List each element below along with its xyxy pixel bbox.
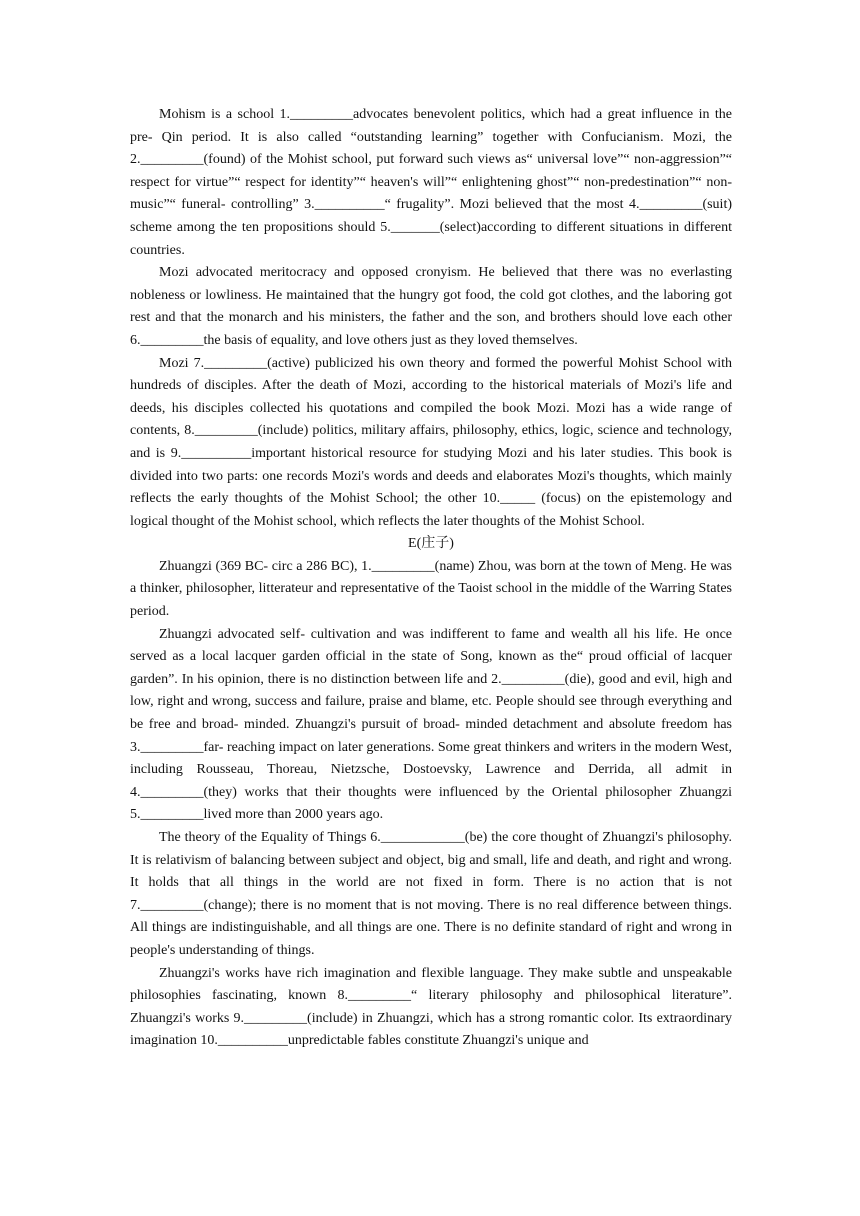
section-heading-e: E(庄子) — [408, 536, 454, 552]
zhuangzi-paragraph-4: Zhuangzi's works have rich imagination and flexible language. They make subtle and unspeakable philosophies fascinating, known 8._________“ literary philosophy and philosophical literature”. Zhuangzi's works 9._________(include) in Zhuangzi, which has a strong romantic color. Its extraordinary imagination 10.__________unpredictable fables constitute Zhuangzi's unique and — [130, 965, 732, 1049]
mohism-paragraph-2: Mozi advocated meritocracy and opposed cronyism. He believed that there was no everlasting nobleness or lowliness. He maintained that the hungry got food, the cold got clothes, and the laboring got rest and that the monarch and his ministers, the father and the son, and brothers should love each other 6._________the basis of equality, and love others just as they loved themselves. — [130, 265, 732, 348]
zhuangzi-paragraph-2: Zhuangzi advocated self- cultivation and was indifferent to fame and wealth all his life. He once served as a local lacquer garden official in the state of Song, known as the“ proud official of lacquer garden”. In his opinion, there is no distinction between life and 2._________(die), good and evil, high and low, right and wrong, success and failure, praise and blame, etc. People should see through everything and be free and broad- minded. Zhuangzi's pursuit of broad- minded detachment and absolute freedom has 3._________far- reaching impact on later generations. Some great thinkers and writers in the modern West, including Rousseau, Thoreau, Nietzsche, Dostoevsky, Lawrence and Derrida, all admit in 4._________(they) works that their thoughts were influenced by the Oriental philosopher Zhuangzi 5._________lived more than 2000 years ago. — [130, 626, 732, 823]
document-page — [130, 104, 732, 1053]
zhuangzi-paragraph-3: The theory of the Equality of Things 6.____________(be) the core thought of Zhuangzi's philosophy. It is relativism of balancing between subject and object, big and small, life and death, and right and wrong. It holds that all things in the world are not fixed in form. There is no action that is not 7._________(change); there is no moment that is not moving. There is no real difference between things. All things are indistinguishable, and all things are one. There is no definite standard of right and wrong in people's understanding of things. — [130, 830, 732, 958]
mohism-paragraph-3: Mozi 7._________(active) publicized his own theory and formed the powerful Mohist School with hundreds of disciples. After the death of Mozi, according to the historical materials of Mozi's life and deeds, his disciples collected his quotations and compiled the book Mozi. Mozi has a wide range of contents, 8._________(include) politics, military affairs, philosophy, ethics, logic, science and technology, and is 9.__________important historical resource for studying Mozi and his later studies. This book is divided into two parts: one records Mozi's words and deeds and elaborates Mozi's thoughts, which mainly reflects the early thoughts of the Mohist School; the other 10._____ (focus) on the epistemology and logical thought of the Mohist school, which reflects the later thoughts of the Mohist School. — [130, 355, 732, 529]
zhuangzi-paragraph-1: Zhuangzi (369 BC- circ a 286 BC), 1._________(name) Zhou, was born at the town of Meng. He was a thinker, philosopher, litterateur and representative of the Taoist school in the middle of the Warring States period. — [130, 558, 732, 620]
mohism-paragraph-1: Mohism is a school 1._________advocates benevolent politics, which had a great influence in the pre- Qin period. It is also called “outstanding learning” together with Confucianism. Mozi, the 2._________(found) of the Mohist school, put forward such views as“ universal love”“ non-aggression”“ respect for virtue”“ respect for identity”“ heaven's will”“ enlightening ghost”“ non-predestination”“ non- music”“ funeral- controlling” 3.__________“ frugality”. Mozi believed that the most 4._________(suit) scheme among the ten propositions should 5._______(select)according to different situations in different countries. — [130, 107, 732, 258]
